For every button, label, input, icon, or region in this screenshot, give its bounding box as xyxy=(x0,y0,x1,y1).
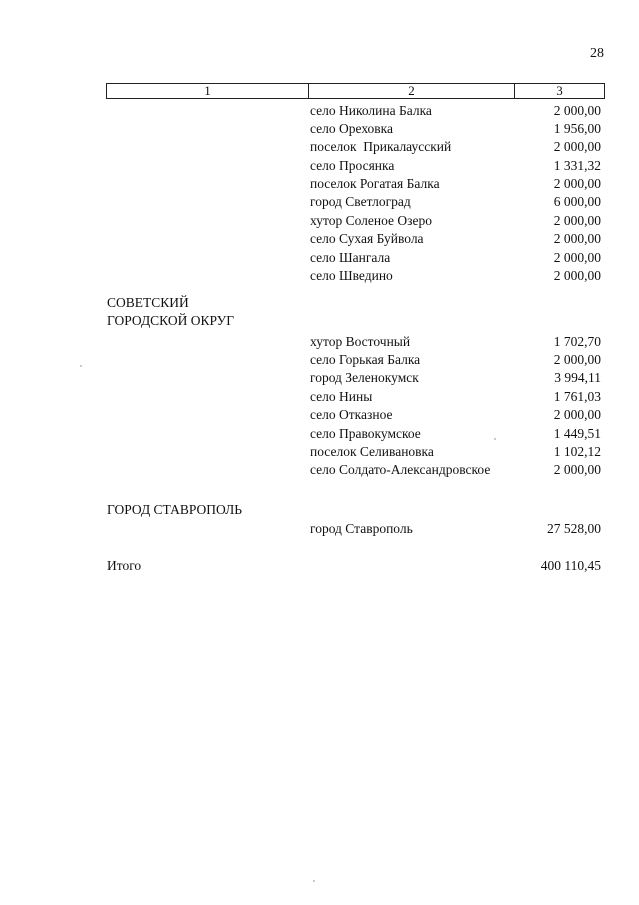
district-name-stavropol: ГОРОД СТАВРОПОЛЬ xyxy=(107,502,243,517)
table-row xyxy=(0,175,639,193)
settlement-name: поселок Рогатая Балка xyxy=(310,176,440,191)
table-row xyxy=(0,267,639,285)
column-header-row xyxy=(106,83,605,99)
table-row xyxy=(0,369,639,387)
settlement-name: село Правокумское xyxy=(310,426,421,441)
settlement-name: хутор Соленое Озеро xyxy=(310,213,432,228)
settlement-amount: 1 331,32 xyxy=(553,158,601,173)
table-row xyxy=(0,157,639,175)
table-row xyxy=(0,406,639,424)
settlement-amount: 1 956,00 xyxy=(553,121,601,136)
settlement-amount: 2 000,00 xyxy=(553,462,601,477)
total-value: 400 110,45 xyxy=(540,558,601,573)
settlement-amount: 2 000,00 xyxy=(553,250,601,265)
settlement-amount: 2 000,00 xyxy=(553,352,601,367)
page-number: 28 xyxy=(590,46,604,61)
scan-speck xyxy=(494,438,496,440)
settlement-amount: 2 000,00 xyxy=(553,139,601,154)
settlement-name: город Ставрополь xyxy=(310,521,413,536)
table-row xyxy=(0,443,639,461)
table-row xyxy=(0,212,639,230)
total-label: Итого xyxy=(107,558,142,573)
settlement-name: город Светлоград xyxy=(310,194,411,209)
settlement-amount: 6 000,00 xyxy=(553,194,601,209)
column-header-3: 3 xyxy=(556,83,563,98)
settlement-amount: 27 528,00 xyxy=(547,521,601,536)
settlement-name: село Шангала xyxy=(310,250,391,265)
table-row xyxy=(0,193,639,211)
table-row xyxy=(0,388,639,406)
settlement-amount: 1 702,70 xyxy=(553,334,601,349)
settlement-name: село Шведино xyxy=(310,268,393,283)
table-row xyxy=(0,230,639,248)
table-row xyxy=(0,102,639,120)
settlement-amount: 3 994,11 xyxy=(554,370,601,385)
table-row xyxy=(0,120,639,138)
table-row xyxy=(0,520,639,538)
settlement-amount: 2 000,00 xyxy=(553,103,601,118)
settlement-amount: 1 449,51 xyxy=(553,426,601,441)
settlement-name: поселок Селивановка xyxy=(310,444,434,459)
table-row xyxy=(0,461,639,479)
settlement-amount: 2 000,00 xyxy=(553,231,601,246)
settlement-amount: 1 761,03 xyxy=(553,389,601,404)
table-row xyxy=(0,351,639,369)
column-header-2: 2 xyxy=(309,84,515,98)
settlement-name: село Просянка xyxy=(310,158,395,173)
settlement-name: село Сухая Буйвола xyxy=(310,231,424,246)
settlement-amount: 1 102,12 xyxy=(553,444,601,459)
settlement-amount: 2 000,00 xyxy=(553,213,601,228)
table-row xyxy=(0,333,639,351)
settlement-name: село Горькая Балка xyxy=(310,352,421,367)
settlement-name: хутор Восточный xyxy=(310,334,411,349)
scan-speck xyxy=(80,365,82,367)
settlement-name: село Ореховка xyxy=(310,121,394,136)
settlement-name: село Солдато-Александровское xyxy=(310,462,491,477)
district-name-line1: СОВЕТСКИЙ xyxy=(107,295,189,310)
settlement-name: город Зеленокумск xyxy=(310,370,419,385)
district-name-line2: ГОРОДСКОЙ ОКРУГ xyxy=(107,313,235,328)
settlement-name: село Нины xyxy=(310,389,373,404)
settlement-amount: 2 000,00 xyxy=(553,176,601,191)
column-header-1: 1 xyxy=(107,84,309,98)
settlement-name: село Николина Балка xyxy=(310,103,432,118)
scan-speck xyxy=(313,880,315,882)
settlement-amount: 2 000,00 xyxy=(553,268,601,283)
table-row xyxy=(0,425,639,443)
table-row xyxy=(0,138,639,156)
settlement-name: село Отказное xyxy=(310,407,393,422)
table-row xyxy=(0,249,639,267)
settlement-amount: 2 000,00 xyxy=(553,407,601,422)
settlement-name: поселок Прикалаусский xyxy=(310,139,452,154)
